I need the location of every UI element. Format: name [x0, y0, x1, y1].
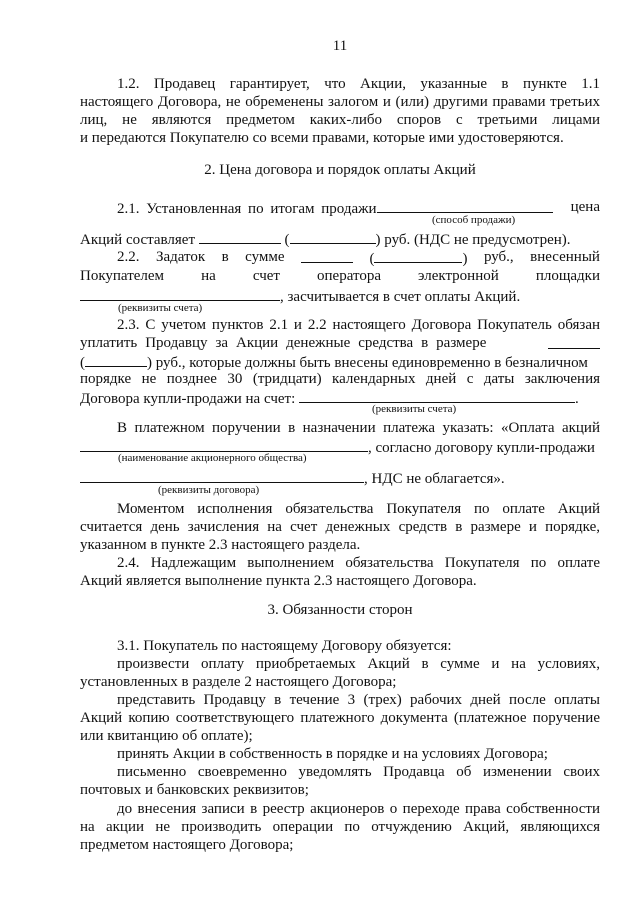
clause-1-2-line: лиц, не являются предметом каких-либо споров с третьими лицами — [80, 112, 600, 128]
amount-words-blank — [290, 230, 376, 244]
clause-2-2-word: счет — [252, 268, 280, 284]
clause-2-2-word: 2.2. — [117, 249, 140, 265]
clause-2-2-word — [369, 249, 467, 268]
clause-2-2-line1 — [117, 249, 600, 268]
payment-order-line: В платежном поручении в назначении платежа указать: «Оплата акций — [117, 420, 600, 436]
clause-2-4-line: Акций является выполнение пункта 2.3 настоящего Договора. — [80, 573, 477, 589]
sale-method-blank — [377, 199, 553, 213]
payment-order-text: , согласно договору купли-продажи — [368, 440, 595, 456]
contract-details-blank — [80, 469, 364, 483]
company-name-blank — [80, 438, 368, 452]
obligation-item-line: произвести оплату приобретаемых Акций в сумме и на условиях, — [117, 656, 600, 672]
obligation-item-line: принять Акции в собственность в порядке и на условиях Договора; — [117, 746, 548, 762]
section-3-title: 3. Обязанности сторон — [267, 602, 413, 618]
clause-2-3-text: Договора купли-продажи на счет: — [80, 391, 296, 407]
clause-2-3-paren: ( — [80, 355, 85, 371]
clause-1-2-line: и передаются Покупателю со всеми правами, которые ими удостоверяются. — [80, 130, 564, 146]
seller-account-blank — [299, 389, 575, 403]
obligation-item-line: почтовых и банковских реквизитов; — [80, 782, 309, 798]
company-name-caption: (наименование акционерного общества) — [118, 452, 307, 464]
clause-2-2-paren: ( — [369, 251, 375, 267]
obligation-item-line: установленных в разделе 2 настоящего Договора; — [80, 674, 397, 690]
clause-2-1-line1 — [117, 199, 600, 218]
clause-2-2-word: Покупателем — [80, 268, 165, 284]
clause-2-1-end: цена — [570, 199, 600, 215]
clause-2-2-word: сумме — [245, 249, 285, 265]
seller-account-caption: (реквизиты счета) — [372, 403, 457, 415]
deposit-blank — [301, 249, 353, 263]
clause-2-3-line2 — [80, 335, 600, 352]
clause-2-2-word: на — [201, 268, 216, 284]
clause-2-3-line: порядке не позднее 30 (тридцати) календарных дней с даты заключения — [80, 371, 600, 387]
page-number: 11 — [332, 38, 348, 54]
clause-2-1-text: ( — [284, 232, 290, 248]
clause-2-3-line5 — [80, 389, 600, 408]
clause-1-2-line: настоящего Договора, не обременены залогом и (или) другими правами третьих — [80, 94, 600, 110]
payment-order-text: , НДС не облагается». — [364, 471, 505, 487]
moment-line: Моментом исполнения обязательства Покупателя по оплате Акций — [117, 501, 600, 517]
clause-2-2-text: , засчитывается в счет оплаты Акций. — [280, 289, 521, 305]
clause-2-2-word: электронной — [418, 268, 499, 284]
moment-line: указанном в пункте 2.3 настоящего раздела. — [80, 537, 361, 553]
amount-blank — [199, 230, 281, 244]
clause-2-3-line3 — [80, 353, 600, 372]
obligation-item-line: Акций копию соответствующего платежного документа (платежное поручение — [80, 710, 600, 726]
clause-2-3-line: 2.3. С учетом пунктов 2.1 и 2.2 настоящего Договора Покупатель обязан — [117, 317, 600, 333]
clause-2-2-word: руб., — [483, 249, 514, 265]
account-details-blank — [80, 287, 280, 301]
clause-2-1-line2 — [80, 230, 600, 249]
clause-2-2-word: оператора — [317, 268, 381, 284]
clause-2-2-word: в — [221, 249, 229, 265]
deposit-words-blank — [374, 249, 462, 263]
contract-details-caption: (реквизиты договора) — [158, 484, 260, 496]
clause-2-4-line: 2.4. Надлежащим выполнением обязательства Покупателя по оплате — [117, 555, 600, 571]
clause-2-3-text: . — [575, 391, 579, 407]
obligation-item-line: до внесения записи в реестр акционеров о переходе права собственности — [117, 801, 600, 817]
clause-2-2-word: Задаток — [155, 249, 206, 265]
obligation-item-line: письменно своевременно уведомлять Продавца об изменении своих — [117, 764, 600, 780]
clause-2-1-text: ) руб. (НДС не предусмотрен). — [375, 232, 571, 248]
obligation-item-line: на акции не производить операции по отчуждению Акций, являющихся — [80, 819, 600, 835]
payment-amount-blank — [548, 335, 600, 349]
clause-3-1-intro: 3.1. Покупатель по настоящему Договору обязуется: — [117, 638, 452, 654]
clause-2-2-word: площадки — [535, 268, 600, 284]
clause-2-1-text: Акций составляет — [80, 232, 196, 248]
sale-method-caption: (способ продажи) — [432, 214, 516, 226]
clause-1-2-line: 1.2. Продавец гарантирует, что Акции, указанные в пункте 1.1 — [117, 76, 600, 92]
moment-line: считается день зачисления на счет денежных средств в размере и порядке, — [80, 519, 600, 535]
clause-2-1-start: 2.1. Установленная по итогам продажи — [117, 201, 377, 217]
clause-2-3-text: ) руб., которые должны быть внесены единовременно в безналичном — [147, 355, 588, 371]
obligation-item-line: или квитанцию об оплате); — [80, 728, 253, 744]
obligation-item-line: представить Продавцу в течение 3 (трех) рабочих дней после оплаты — [117, 692, 600, 708]
clause-2-3-text: уплатить Продавцу за Акции денежные средства в размере — [80, 335, 487, 351]
section-2-title: 2. Цена договора и порядок оплаты Акций — [204, 162, 476, 178]
obligation-item-line: предметом настоящего Договора; — [80, 837, 294, 853]
payment-words-blank — [85, 353, 147, 367]
account-details-caption: (реквизиты счета) — [118, 302, 203, 314]
clause-2-2-line2 — [80, 268, 600, 285]
clause-2-2-paren: ) — [462, 251, 468, 267]
clause-2-2-word: внесенный — [530, 249, 600, 265]
